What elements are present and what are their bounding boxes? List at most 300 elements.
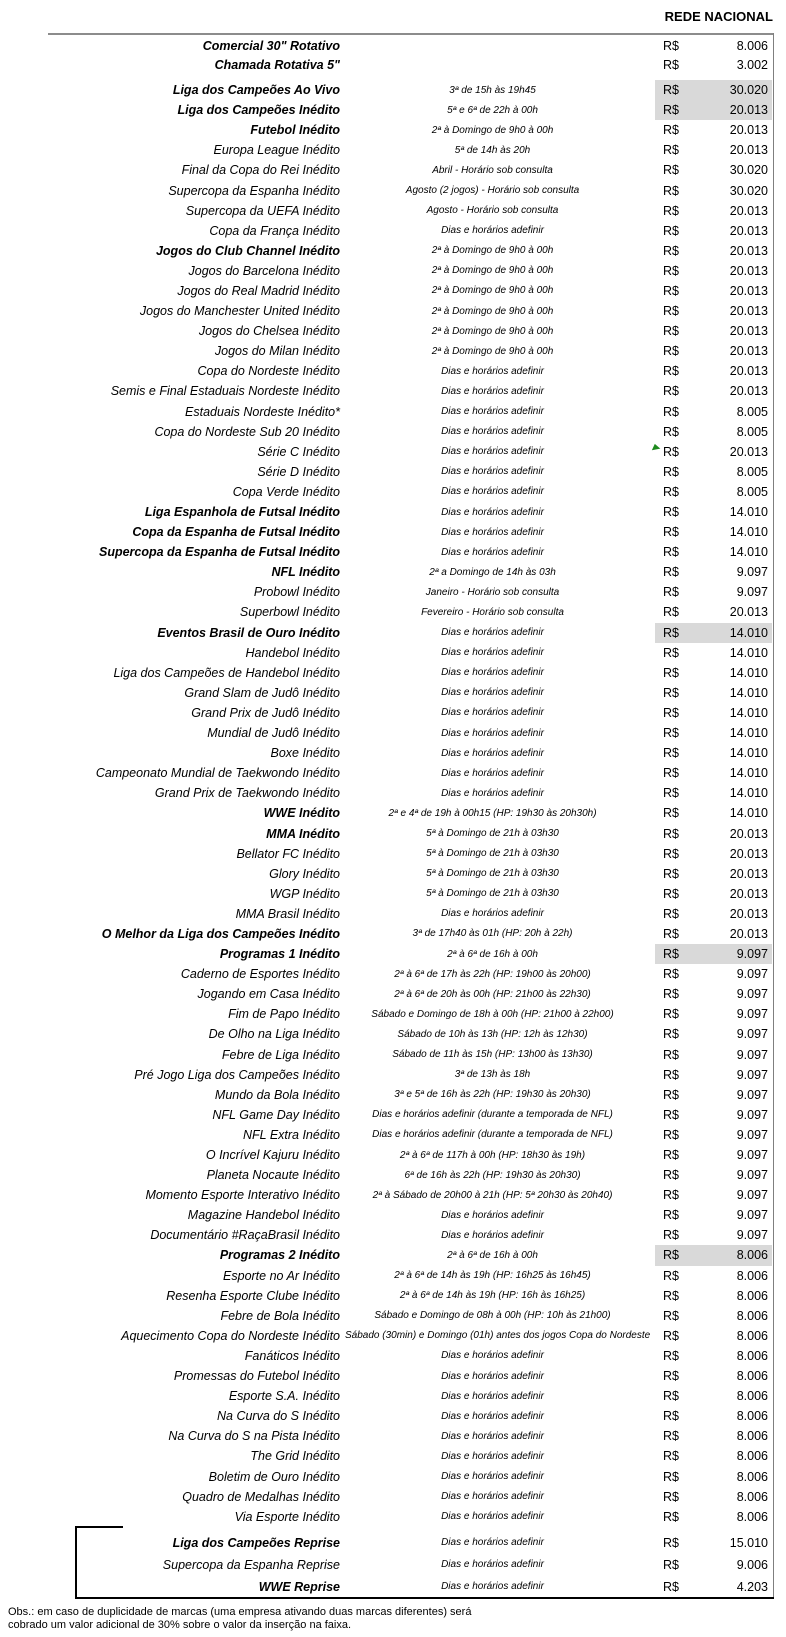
- program-name-cell[interactable]: Fanáticos Inédito: [244, 1348, 340, 1363]
- program-name-cell[interactable]: Final da Copa do Rei Inédito: [181, 163, 340, 178]
- schedule-cell[interactable]: 2ª à Domingo de 9h0 à 00h: [431, 124, 554, 136]
- price-value: 9.097: [736, 947, 768, 962]
- price-value: 20.013: [729, 243, 768, 258]
- program-name-cell[interactable]: Liga dos Campeões Ao Vivo: [172, 83, 340, 98]
- schedule-cell[interactable]: Dias e horários adefinir: [441, 707, 544, 719]
- program-name-cell[interactable]: Planeta Nocaute Inédito: [206, 1168, 340, 1183]
- table-row: [0, 462, 786, 482]
- price-cell[interactable]: [655, 1205, 772, 1225]
- schedule-cell[interactable]: 2ª à Domingo de 9h0 à 00h: [431, 245, 554, 257]
- program-name-cell[interactable]: Eventos Brasil de Ouro Inédito: [157, 625, 340, 640]
- program-name-cell[interactable]: Chamada Rotativa 5": [214, 57, 340, 72]
- price-cell[interactable]: [655, 341, 772, 361]
- price-value: 20.013: [729, 886, 768, 901]
- table-row: [0, 1045, 786, 1065]
- price-cell[interactable]: [655, 1185, 772, 1205]
- schedule-cell[interactable]: Dias e horários adefinir: [441, 546, 544, 558]
- program-name-cell[interactable]: Febre de Bola Inédito: [220, 1308, 340, 1323]
- price-value: 20.013: [729, 103, 768, 118]
- table-row: [0, 1145, 786, 1165]
- schedule-cell[interactable]: Dias e horários adefinir: [441, 446, 544, 458]
- table-row: [0, 904, 786, 924]
- schedule-cell[interactable]: Dias e horários adefinir (durante a temporada de NFL): [372, 1129, 613, 1141]
- price-cell[interactable]: [655, 1466, 772, 1486]
- price-cell[interactable]: [655, 582, 772, 602]
- program-name-cell[interactable]: Via Esporte Inédito: [234, 1509, 340, 1524]
- schedule-cell[interactable]: 2ª à 6ª de 17h às 22h (HP: 19h00 às 20h00): [394, 968, 591, 980]
- price-cell[interactable]: [655, 221, 772, 241]
- price-value: 8.006: [736, 1328, 768, 1343]
- program-name-cell[interactable]: Grand Prix de Judô Inédito: [191, 705, 340, 720]
- price-cell[interactable]: [655, 783, 772, 803]
- price-cell[interactable]: [655, 241, 772, 261]
- program-name-cell[interactable]: Boletim de Ouro Inédito: [208, 1469, 340, 1484]
- program-name-cell[interactable]: Quadro de Medalhas Inédito: [182, 1489, 340, 1504]
- price-cell[interactable]: [655, 1125, 772, 1145]
- price-cell[interactable]: [655, 542, 772, 562]
- price-cell[interactable]: [655, 1024, 772, 1044]
- price-cell[interactable]: [655, 663, 772, 683]
- schedule-cell[interactable]: Agosto - Horário sob consulta: [426, 205, 559, 217]
- price-cell[interactable]: [655, 422, 772, 442]
- price-cell[interactable]: [655, 1446, 772, 1466]
- schedule-cell[interactable]: 3ª e 5ª de 16h às 22h (HP: 19h30 às 20h30): [394, 1089, 591, 1101]
- schedule-cell[interactable]: Sábado de 10h às 13h (HP: 12h às 12h30): [397, 1028, 588, 1040]
- currency-label: R$: [663, 1047, 679, 1062]
- price-cell[interactable]: [655, 623, 772, 643]
- price-cell[interactable]: [655, 562, 772, 582]
- program-name-cell[interactable]: Mundial de Judô Inédito: [207, 726, 340, 741]
- price-cell[interactable]: [655, 924, 772, 944]
- program-name-cell[interactable]: Programas 1 Inédito: [219, 947, 340, 962]
- schedule-cell[interactable]: 5ª à Domingo de 21h à 03h30: [426, 848, 559, 860]
- table-row: [0, 301, 786, 321]
- program-name-cell[interactable]: De Olho na Liga Inédito: [208, 1027, 340, 1042]
- program-name-cell[interactable]: Superbowl Inédito: [239, 605, 340, 620]
- program-name-cell[interactable]: Campeonato Mundial de Taekwondo Inédito: [95, 766, 340, 781]
- program-name-cell[interactable]: Promessas do Futebol Inédito: [173, 1369, 340, 1384]
- schedule-cell[interactable]: Dias e horários adefinir: [441, 1559, 544, 1571]
- price-value: 20.013: [729, 324, 768, 339]
- price-cell[interactable]: [655, 442, 772, 462]
- program-name-cell[interactable]: Esporte no Ar Inédito: [223, 1268, 340, 1283]
- program-name-cell[interactable]: O Incrível Kajuru Inédito: [205, 1148, 340, 1163]
- price-cell[interactable]: [655, 1266, 772, 1286]
- schedule-cell[interactable]: Agosto (2 jogos) - Horário sob consulta: [405, 185, 580, 197]
- schedule-cell[interactable]: Dias e horários adefinir: [441, 908, 544, 920]
- price-cell[interactable]: [655, 1085, 772, 1105]
- program-name-cell[interactable]: Fim de Papo Inédito: [228, 1007, 340, 1022]
- price-cell[interactable]: [655, 1105, 772, 1125]
- currency-label: R$: [663, 806, 679, 821]
- schedule-cell[interactable]: 5ª de 14h às 20h: [454, 144, 531, 156]
- schedule-cell[interactable]: Janeiro - Horário sob consulta: [425, 586, 560, 598]
- currency-label: R$: [663, 726, 679, 741]
- program-name-cell[interactable]: Resenha Esporte Clube Inédito: [166, 1288, 340, 1303]
- currency-label: R$: [663, 38, 679, 53]
- schedule-cell[interactable]: 2ª à Domingo de 9h0 à 00h: [431, 265, 554, 277]
- table-row: [0, 1576, 786, 1598]
- table-row: [0, 763, 786, 783]
- price-value: 4.203: [736, 1579, 768, 1594]
- program-name-cell[interactable]: Jogos do Chelsea Inédito: [198, 324, 340, 339]
- table-row: [0, 723, 786, 743]
- price-cell[interactable]: [655, 1507, 772, 1527]
- currency-label: R$: [663, 1188, 679, 1203]
- price-cell[interactable]: [655, 321, 772, 341]
- price-cell[interactable]: [655, 1145, 772, 1165]
- price-cell[interactable]: [655, 80, 772, 100]
- program-name-cell[interactable]: Semis e Final Estaduais Nordeste Inédito: [110, 384, 340, 399]
- price-value: 30.020: [729, 163, 768, 178]
- price-cell[interactable]: [655, 984, 772, 1004]
- schedule-cell[interactable]: Sábado e Domingo de 18h à 00h (HP: 21h00 à 22h00): [371, 1008, 614, 1020]
- schedule-cell[interactable]: 2ª à Sábado de 20h00 à 21h (HP: 5ª 20h30 às 20h40): [372, 1189, 613, 1201]
- schedule-cell[interactable]: Dias e horários adefinir: [441, 1350, 544, 1362]
- schedule-cell[interactable]: Dias e horários adefinir: [441, 767, 544, 779]
- currency-label: R$: [663, 525, 679, 540]
- price-cell[interactable]: [655, 1306, 772, 1326]
- program-name-cell[interactable]: Esporte S.A. Inédito: [228, 1389, 340, 1404]
- price-cell[interactable]: [655, 1165, 772, 1185]
- price-cell[interactable]: [655, 823, 772, 843]
- price-cell[interactable]: [655, 482, 772, 502]
- price-value: 14.010: [729, 705, 768, 720]
- price-cell[interactable]: [655, 1406, 772, 1426]
- price-cell[interactable]: [655, 381, 772, 401]
- program-name-cell[interactable]: Copa da Espanha de Futsal Inédito: [132, 525, 340, 540]
- schedule-cell[interactable]: Dias e horários adefinir: [441, 466, 544, 478]
- price-cell[interactable]: [655, 522, 772, 542]
- program-name-cell[interactable]: WWE Inédito: [263, 806, 340, 821]
- program-name-cell[interactable]: Na Curva do S Inédito: [217, 1409, 340, 1424]
- table-section: [0, 80, 786, 1527]
- program-name-cell[interactable]: Supercopa da Espanha Inédito: [168, 183, 340, 198]
- schedule-cell[interactable]: 3ª de 15h às 19h45: [449, 84, 536, 96]
- price-cell[interactable]: [655, 643, 772, 663]
- program-name-cell[interactable]: Jogos do Real Madrid Inédito: [177, 283, 340, 298]
- table-row: [0, 241, 786, 261]
- price-cell[interactable]: [655, 402, 772, 422]
- program-name-cell[interactable]: Caderno de Esportes Inédito: [180, 967, 340, 982]
- program-name-cell[interactable]: Liga dos Campeões Inédito: [177, 103, 340, 118]
- price-cell[interactable]: [655, 160, 772, 180]
- program-name-cell[interactable]: Febre de Liga Inédito: [221, 1047, 340, 1062]
- currency-label: R$: [663, 766, 679, 781]
- table-row: [0, 1326, 786, 1346]
- schedule-cell[interactable]: Dias e horários adefinir: [441, 727, 544, 739]
- program-name-cell[interactable]: The Grid Inédito: [250, 1449, 340, 1464]
- schedule-cell[interactable]: Dias e horários adefinir: [441, 1390, 544, 1402]
- price-cell[interactable]: [655, 55, 772, 74]
- price-value: 20.013: [729, 283, 768, 298]
- program-name-cell[interactable]: WWE Reprise: [258, 1579, 340, 1594]
- price-cell[interactable]: [655, 100, 772, 120]
- table-row: [0, 80, 786, 100]
- price-value: 14.010: [729, 786, 768, 801]
- price-value: 9.097: [736, 1047, 768, 1062]
- currency-label: R$: [663, 967, 679, 982]
- program-name-cell[interactable]: Programas 2 Inédito: [219, 1248, 340, 1263]
- currency-label: R$: [663, 203, 679, 218]
- program-name-cell[interactable]: Copa do Nordeste Sub 20 Inédito: [154, 424, 340, 439]
- currency-label: R$: [663, 565, 679, 580]
- program-name-cell[interactable]: NFL Extra Inédito: [242, 1127, 340, 1142]
- program-name-cell[interactable]: Copa Verde Inédito: [232, 484, 340, 499]
- schedule-cell[interactable]: Sábado de 11h às 15h (HP: 13h00 às 13h30): [392, 1049, 593, 1061]
- schedule-cell[interactable]: Dias e horários adefinir: [441, 787, 544, 799]
- currency-label: R$: [663, 404, 679, 419]
- currency-label: R$: [663, 1429, 679, 1444]
- table-row: [0, 1532, 786, 1554]
- currency-label: R$: [663, 1308, 679, 1323]
- price-cell[interactable]: [655, 1225, 772, 1245]
- schedule-cell[interactable]: Dias e horários adefinir: [441, 1450, 544, 1462]
- table-row: [0, 703, 786, 723]
- program-name-cell[interactable]: Bellator FC Inédito: [236, 846, 340, 861]
- schedule-cell[interactable]: 2ª e 4ª de 19h à 00h15 (HP: 19h30 às 20h30h): [388, 807, 597, 819]
- price-value: 20.013: [729, 605, 768, 620]
- program-name-cell[interactable]: Copa da França Inédito: [209, 223, 340, 238]
- currency-label: R$: [663, 1087, 679, 1102]
- schedule-cell[interactable]: Dias e horários adefinir: [441, 1430, 544, 1442]
- schedule-cell[interactable]: Dias e horários adefinir: [441, 1491, 544, 1503]
- price-cell[interactable]: [655, 1065, 772, 1085]
- program-name-cell[interactable]: Liga dos Campeões Reprise: [172, 1535, 340, 1550]
- currency-label: R$: [663, 846, 679, 861]
- currency-label: R$: [663, 183, 679, 198]
- currency-label: R$: [663, 987, 679, 1002]
- price-cell[interactable]: [655, 1554, 772, 1576]
- program-name-cell[interactable]: Na Curva do S na Pista Inédito: [168, 1429, 340, 1444]
- schedule-cell[interactable]: 2ª à 6ª de 20h às 00h (HP: 21h00 às 22h30): [394, 988, 591, 1000]
- price-value: 20.013: [729, 846, 768, 861]
- schedule-cell[interactable]: 3ª de 13h às 18h: [454, 1069, 531, 1081]
- currency-label: R$: [663, 1248, 679, 1263]
- price-cell[interactable]: [655, 1045, 772, 1065]
- price-cell[interactable]: [655, 1576, 772, 1598]
- schedule-cell[interactable]: Dias e horários adefinir: [441, 1209, 544, 1221]
- schedule-cell[interactable]: 2ª à Domingo de 9h0 à 00h: [431, 305, 554, 317]
- program-name-cell[interactable]: Magazine Handebol Inédito: [187, 1208, 340, 1223]
- program-name-cell[interactable]: MMA Brasil Inédito: [235, 906, 340, 921]
- schedule-cell[interactable]: Dias e horários adefinir: [441, 225, 544, 237]
- schedule-cell[interactable]: 5ª à Domingo de 21h à 03h30: [426, 868, 559, 880]
- program-name-cell[interactable]: Jogando em Casa Inédito: [197, 987, 340, 1002]
- schedule-cell[interactable]: 2ª à 6ª de 117h à 00h (HP: 18h30 às 19h): [399, 1149, 586, 1161]
- table-top-border: [48, 33, 774, 35]
- schedule-cell[interactable]: Dias e horários adefinir: [441, 1581, 544, 1593]
- price-cell[interactable]: [655, 261, 772, 281]
- schedule-cell[interactable]: 3ª de 17h40 às 01h (HP: 20h à 22h): [412, 928, 573, 940]
- price-cell[interactable]: [655, 462, 772, 482]
- price-cell[interactable]: [655, 602, 772, 622]
- program-name-cell[interactable]: Mundo da Bola Inédito: [214, 1087, 340, 1102]
- schedule-cell[interactable]: 2ª à 6ª de 14h às 19h (HP: 16h25 às 16h45): [394, 1270, 591, 1282]
- schedule-cell[interactable]: Dias e horários adefinir: [441, 506, 544, 518]
- schedule-cell[interactable]: Dias e horários adefinir: [441, 1410, 544, 1422]
- table-row: [0, 160, 786, 180]
- price-cell[interactable]: [655, 944, 772, 964]
- program-name-cell[interactable]: Supercopa da Espanha de Futsal Inédito: [98, 545, 340, 560]
- price-cell[interactable]: [655, 1286, 772, 1306]
- price-cell[interactable]: [655, 1426, 772, 1446]
- program-name-cell[interactable]: MMA Inédito: [266, 826, 340, 841]
- program-name-cell[interactable]: Aquecimento Copa do Nordeste Inédito: [121, 1328, 340, 1343]
- program-name-cell[interactable]: O Melhor da Liga dos Campeões Inédito: [101, 926, 340, 941]
- schedule-cell[interactable]: 6ª de 16h às 22h (HP: 19h30 às 20h30): [404, 1169, 581, 1181]
- program-name-cell[interactable]: WGP Inédito: [269, 886, 340, 901]
- price-value: 9.097: [736, 1027, 768, 1042]
- price-cell[interactable]: [655, 120, 772, 140]
- program-name-cell[interactable]: Copa do Nordeste Inédito: [197, 364, 340, 379]
- table-row: [0, 884, 786, 904]
- currency-label: R$: [663, 83, 679, 98]
- price-cell[interactable]: [655, 743, 772, 763]
- table-row: [0, 944, 786, 964]
- schedule-cell[interactable]: 2ª à 6ª de 14h às 19h (HP: 16h às 16h25): [399, 1290, 586, 1302]
- program-name-cell[interactable]: Jogos do Barcelona Inédito: [188, 263, 340, 278]
- table-row: [0, 1366, 786, 1386]
- schedule-cell[interactable]: 2ª à 6ª de 16h à 00h: [447, 1249, 538, 1261]
- price-value: 8.005: [736, 484, 768, 499]
- program-name-cell[interactable]: Série D Inédito: [257, 464, 340, 479]
- schedule-cell[interactable]: Dias e horários adefinir: [441, 667, 544, 679]
- program-name-cell[interactable]: Handebol Inédito: [245, 645, 340, 660]
- currency-label: R$: [663, 163, 679, 178]
- schedule-cell[interactable]: 5ª e 6ª de 22h à 00h: [447, 104, 538, 116]
- schedule-cell[interactable]: Dias e horários adefinir: [441, 526, 544, 538]
- price-value: 14.010: [729, 806, 768, 821]
- program-name-cell[interactable]: Estaduais Nordeste Inédito*: [185, 404, 340, 419]
- program-name-cell[interactable]: Série C Inédito: [257, 444, 340, 459]
- schedule-cell[interactable]: Sábado (30min) e Domingo (01h) antes dos jogos Copa do Nordeste: [345, 1330, 651, 1342]
- price-cell[interactable]: [655, 201, 772, 221]
- price-cell[interactable]: [655, 864, 772, 884]
- schedule-cell[interactable]: Dias e horários adefinir: [441, 426, 544, 438]
- program-name-cell[interactable]: Supercopa da Espanha Reprise: [162, 1557, 340, 1572]
- program-name-cell[interactable]: Jogos do Manchester United Inédito: [139, 304, 340, 319]
- program-name-cell[interactable]: Liga Espanhola de Futsal Inédito: [144, 505, 340, 520]
- price-cell[interactable]: [655, 180, 772, 200]
- schedule-cell[interactable]: Sábado e Domingo de 08h à 00h (HP: 10h às 21h00): [374, 1310, 611, 1322]
- schedule-cell[interactable]: 2ª à Domingo de 9h0 à 00h: [431, 285, 554, 297]
- schedule-cell[interactable]: Dias e horários adefinir: [441, 687, 544, 699]
- price-cell[interactable]: [655, 1532, 772, 1554]
- program-name-cell[interactable]: Glory Inédito: [269, 866, 340, 881]
- program-name-cell[interactable]: Boxe Inédito: [270, 746, 340, 761]
- schedule-cell[interactable]: Dias e horários adefinir: [441, 1537, 544, 1549]
- program-name-cell[interactable]: Jogos do Club Channel Inédito: [155, 243, 340, 258]
- price-value: 30.020: [729, 83, 768, 98]
- program-name-cell[interactable]: Comercial 30" Rotativo: [202, 38, 340, 53]
- price-cell[interactable]: [655, 140, 772, 160]
- table-row: [0, 341, 786, 361]
- price-value: 20.013: [729, 223, 768, 238]
- schedule-cell[interactable]: 2ª a Domingo de 14h às 03h: [429, 566, 556, 578]
- price-cell[interactable]: [655, 803, 772, 823]
- schedule-cell[interactable]: 5ª à Domingo de 21h à 03h30: [426, 828, 559, 840]
- price-value: 9.097: [736, 987, 768, 1002]
- price-cell[interactable]: [655, 1386, 772, 1406]
- price-cell[interactable]: [655, 301, 772, 321]
- price-value: 8.006: [736, 1489, 768, 1504]
- program-name-cell[interactable]: Documentário #RaçaBrasil Inédito: [150, 1228, 340, 1243]
- program-name-cell[interactable]: NFL Game Day Inédito: [212, 1107, 340, 1122]
- schedule-cell[interactable]: Fevereiro - Horário sob consulta: [421, 606, 564, 618]
- price-cell[interactable]: [655, 36, 772, 55]
- program-name-cell[interactable]: Momento Esporte Interativo Inédito: [145, 1188, 340, 1203]
- program-name-cell[interactable]: Europa League Inédito: [213, 143, 340, 158]
- price-cell[interactable]: [655, 1487, 772, 1507]
- program-name-cell[interactable]: Grand Slam de Judô Inédito: [184, 685, 340, 700]
- schedule-cell[interactable]: Dias e horários adefinir: [441, 406, 544, 418]
- schedule-cell[interactable]: 2ª à Domingo de 9h0 à 00h: [431, 325, 554, 337]
- price-value: 8.005: [736, 404, 768, 419]
- program-name-cell[interactable]: NFL Inédito: [271, 565, 340, 580]
- program-name-cell[interactable]: Grand Prix de Taekwondo Inédito: [154, 786, 340, 801]
- price-value: 30.020: [729, 183, 768, 198]
- price-cell[interactable]: [655, 502, 772, 522]
- table-row: [0, 1065, 786, 1085]
- schedule-cell[interactable]: 2ª à Domingo de 9h0 à 00h: [431, 345, 554, 357]
- price-cell[interactable]: [655, 1326, 772, 1346]
- schedule-cell[interactable]: Dias e horários adefinir: [441, 1511, 544, 1523]
- table-row: [0, 422, 786, 442]
- schedule-cell[interactable]: Dias e horários adefinir: [441, 1370, 544, 1382]
- program-name-cell[interactable]: Futebol Inédito: [250, 123, 340, 138]
- price-cell[interactable]: [655, 763, 772, 783]
- program-name-cell[interactable]: Liga dos Campeões de Handebol Inédito: [113, 665, 340, 680]
- program-name-cell[interactable]: Jogos do Milan Inédito: [214, 344, 340, 359]
- schedule-cell[interactable]: 5ª à Domingo de 21h à 03h30: [426, 888, 559, 900]
- price-cell[interactable]: [655, 1346, 772, 1366]
- table-row: [0, 844, 786, 864]
- price-value: 14.010: [729, 505, 768, 520]
- price-cell[interactable]: [655, 1366, 772, 1386]
- price-cell[interactable]: [655, 844, 772, 864]
- schedule-cell[interactable]: Dias e horários adefinir: [441, 486, 544, 498]
- price-cell[interactable]: [655, 964, 772, 984]
- price-value: 14.010: [729, 525, 768, 540]
- schedule-cell[interactable]: Dias e horários adefinir: [441, 1229, 544, 1241]
- schedule-cell[interactable]: Dias e horários adefinir: [441, 647, 544, 659]
- price-cell[interactable]: [655, 1004, 772, 1024]
- price-cell[interactable]: [655, 683, 772, 703]
- schedule-cell[interactable]: Dias e horários adefinir: [441, 365, 544, 377]
- program-name-cell[interactable]: Pré Jogo Liga dos Campeões Inédito: [134, 1067, 340, 1082]
- schedule-cell[interactable]: Dias e horários adefinir: [441, 1471, 544, 1483]
- price-cell[interactable]: [655, 703, 772, 723]
- schedule-cell[interactable]: Dias e horários adefinir: [441, 627, 544, 639]
- price-cell[interactable]: [655, 281, 772, 301]
- schedule-cell[interactable]: Abril - Horário sob consulta: [432, 164, 553, 176]
- schedule-cell[interactable]: Dias e horários adefinir (durante a temporada de NFL): [372, 1109, 613, 1121]
- price-cell[interactable]: [655, 884, 772, 904]
- price-cell[interactable]: [655, 361, 772, 381]
- price-cell[interactable]: [655, 723, 772, 743]
- program-name-cell[interactable]: Supercopa da UEFA Inédito: [185, 203, 340, 218]
- schedule-cell[interactable]: Dias e horários adefinir: [441, 385, 544, 397]
- program-name-cell[interactable]: Probowl Inédito: [253, 585, 340, 600]
- schedule-cell[interactable]: Dias e horários adefinir: [441, 747, 544, 759]
- price-cell[interactable]: [655, 904, 772, 924]
- price-value: 9.097: [736, 1188, 768, 1203]
- schedule-cell[interactable]: 2ª à 6ª de 16h à 00h: [447, 948, 538, 960]
- table-row: [0, 1554, 786, 1576]
- table-row: [0, 743, 786, 763]
- price-cell[interactable]: [655, 1245, 772, 1265]
